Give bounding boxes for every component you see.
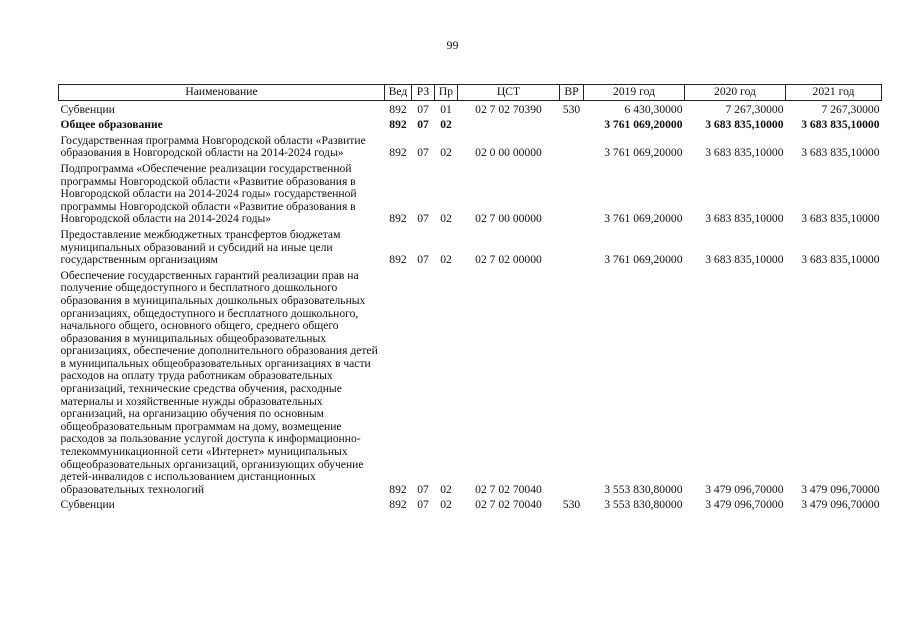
- row-vr: [560, 160, 584, 226]
- row-ved: 892: [389, 253, 407, 267]
- row-cst: 02 7 02 70390: [475, 102, 542, 116]
- row-2019: 6 430,30000: [624, 102, 683, 116]
- row-2021: 3 683 835,10000: [801, 212, 880, 226]
- row-rz: 07: [417, 146, 429, 160]
- row-pr: 01: [440, 102, 452, 116]
- header-2019: 2019 год: [584, 85, 685, 101]
- row-cst: 02 7 00 00000: [475, 212, 542, 226]
- table-row: [59, 496, 882, 512]
- row-2019: 3 553 830,80000: [604, 498, 683, 512]
- row-rz: 07: [417, 482, 429, 496]
- row-rz: 07: [417, 498, 429, 512]
- row-ved: 892: [389, 212, 407, 226]
- row-vr: 530: [562, 102, 581, 116]
- row-2020: 3 479 096,70000: [705, 498, 784, 512]
- row-pr: 02: [440, 146, 452, 160]
- row-ved: 892: [389, 102, 407, 116]
- row-2019: 3 761 069,20000: [604, 212, 683, 226]
- row-name: Субвенции: [60, 498, 115, 512]
- row-rz: 07: [417, 212, 429, 226]
- row-2020: 3 683 835,10000: [705, 253, 784, 267]
- header-rz: РЗ: [412, 85, 435, 101]
- row-cst: 02 7 02 70040: [475, 498, 542, 512]
- row-vr: [560, 132, 584, 160]
- row-vr: [560, 267, 584, 497]
- header-2021: 2021 год: [786, 85, 882, 101]
- row-2021: 3 479 096,70000: [801, 482, 880, 496]
- row-vr: [560, 116, 584, 132]
- row-pr: 02: [440, 253, 452, 267]
- row-2020: 3 683 835,10000: [705, 212, 784, 226]
- row-name: Субвенции: [60, 102, 115, 116]
- table-row: [59, 267, 882, 497]
- row-cst: [458, 116, 560, 132]
- row-ved: 892: [389, 498, 407, 512]
- row-2020: 3 479 096,70000: [705, 482, 784, 496]
- row-pr: 02: [440, 498, 452, 512]
- row-2020: 3 683 835,10000: [705, 118, 784, 132]
- row-pr: 02: [440, 118, 452, 132]
- row-ved: 892: [389, 482, 407, 496]
- header-vr: ВР: [560, 85, 584, 101]
- row-cst: 02 7 02 70040: [475, 482, 542, 496]
- row-2019: 3 761 069,20000: [604, 253, 683, 267]
- row-cst: 02 7 02 00000: [475, 253, 542, 267]
- table-row: [59, 132, 882, 160]
- table-row: [59, 226, 882, 267]
- table-row: [59, 160, 882, 226]
- row-name: Подпрограмма «Обеспечение реализации государственной программы Новгородской области «Развитие образования в Новгородской области на 2014-2024 годы» государственной программы Новгородской области «Развитие образования в Новгородской области на 2014-2024 годы»: [60, 161, 357, 226]
- row-rz: 07: [417, 253, 429, 267]
- row-pr: 02: [440, 482, 452, 496]
- page-number: 99: [446, 38, 459, 52]
- row-2019: 3 761 069,20000: [604, 118, 683, 132]
- row-2019: 3 761 069,20000: [604, 146, 683, 160]
- header-name: Наименование: [59, 85, 385, 101]
- table-header-row: [59, 85, 882, 101]
- header-cst: ЦСТ: [458, 85, 560, 101]
- row-2021: 3 683 835,10000: [801, 146, 880, 160]
- header-2020: 2020 год: [685, 85, 786, 101]
- row-2021: 3 683 835,10000: [801, 118, 880, 132]
- row-name: Предоставление межбюджетных трансфертов бюджетам муниципальных образований и субсидий на иные цели государственным организациям: [60, 227, 341, 267]
- header-pr: Пр: [435, 85, 458, 101]
- row-name: Обеспечение государственных гарантий реализации прав на получение общедоступного и бесплатного дошкольного образования в муниципальных дошкольных образовательных организациях, общедоступного и бесплатного дошкольного, начального общего, основного общего, среднего общего образования в муниципальных общеобразовательных организациях, обеспечение дополнительного образования детей в муниципальных общеобразовательных организациях в части расходов на оплату труда работникам образовательных организаций, технические средства обучения, расходные материалы и хозяйственные нужды образовательных организаций, на организацию обучения по основным общеобразовательным программам на дому, возмещение расходов за пользование услугой доступа к информационно-телекоммуникационной сети «Интернет» муниципальных общеобразовательных организаций, организующих обучение детей-инвалидов с использованием дистанционных образовательных технологий: [60, 268, 378, 496]
- row-2019: 3 553 830,80000: [604, 482, 683, 496]
- budget-table: [58, 84, 882, 512]
- table-row: [59, 116, 882, 132]
- row-2020: 7 267,30000: [725, 102, 784, 116]
- row-vr: [560, 226, 584, 267]
- table-row: [59, 100, 882, 116]
- row-pr: 02: [440, 212, 452, 226]
- row-vr: 530: [562, 498, 581, 512]
- row-ved: 892: [389, 146, 407, 160]
- row-2020: 3 683 835,10000: [705, 146, 784, 160]
- row-2021: 3 683 835,10000: [801, 253, 880, 267]
- header-ved: Вед: [385, 85, 412, 101]
- row-2021: 3 479 096,70000: [801, 498, 880, 512]
- row-2021: 7 267,30000: [821, 102, 880, 116]
- row-name: Общее образование: [60, 118, 163, 132]
- row-name: Государственная программа Новгородской области «Развитие образования в Новгородской области на 2014-2024 годы»: [60, 133, 366, 160]
- row-rz: 07: [417, 102, 429, 116]
- row-rz: 07: [417, 118, 429, 132]
- row-cst: 02 0 00 00000: [475, 146, 542, 160]
- row-ved: 892: [389, 118, 407, 132]
